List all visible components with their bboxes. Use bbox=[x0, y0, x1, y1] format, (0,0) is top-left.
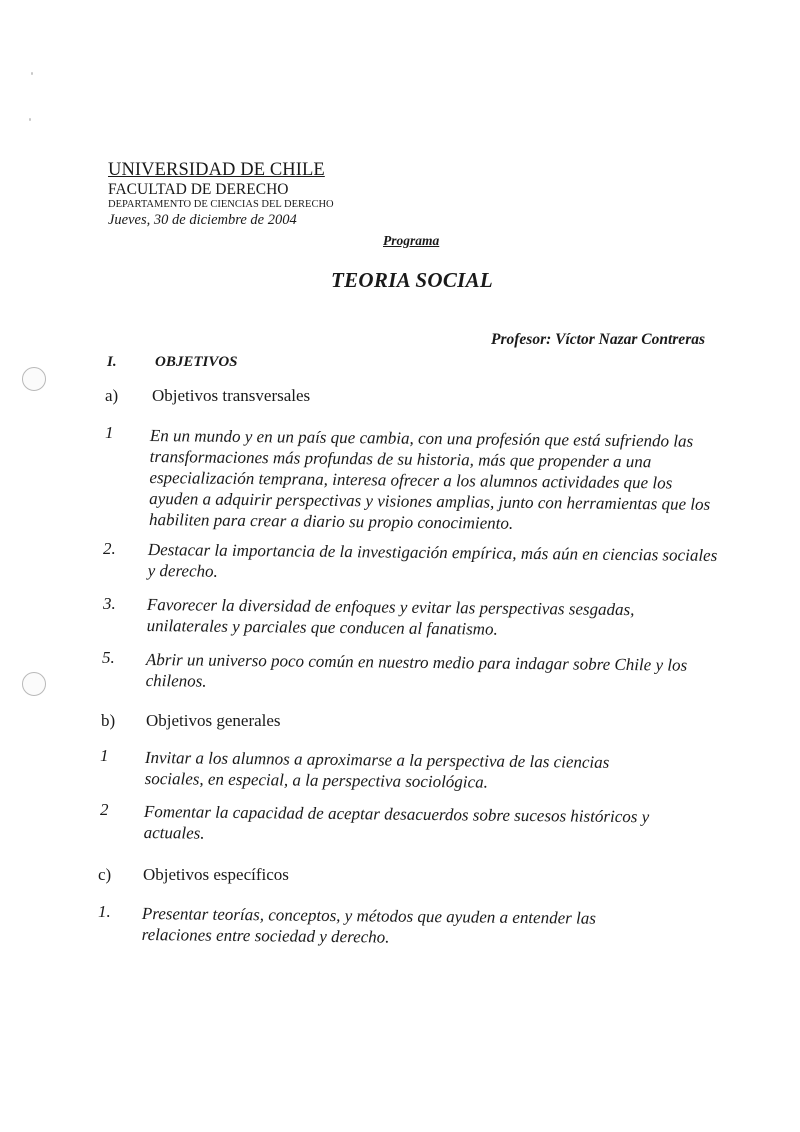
section-number: I. bbox=[107, 354, 117, 370]
subsection-title: Objetivos transversales bbox=[152, 386, 311, 405]
list-item: Presentar teorías, conceptos, y métodos que ayuden a entender las relaciones entre sociedad y derecho. bbox=[141, 903, 596, 947]
item-number: 2. bbox=[103, 539, 116, 558]
list-item: En un mundo y en un país que cambia, con una profesión que está sufriendo las transformaciones más profundas de su historia, más que propender a una especialización temprana, interesa ofrecer a los alumnos actividades que los ayuden a adquirir perspectivas y visiones amplias, junto con herramientas que los habiliten para crear a diario su propio conocimiento. bbox=[148, 425, 711, 533]
subsection-title: Objetivos generales bbox=[146, 711, 281, 730]
item-number: 1 bbox=[105, 423, 114, 442]
item-number: 3. bbox=[103, 594, 116, 613]
list-item: Fomentar la capacidad de aceptar desacuerdos sobre sucesos históricos y actuales. bbox=[143, 801, 650, 843]
list-item: Invitar a los alumnos a aproximarse a la perspectiva de las ciencias sociales, en especial, a la perspectiva sociológica. bbox=[144, 747, 610, 792]
list-item: Destacar la importancia de la investigación empírica, más aún en ciencias sociales y derecho. bbox=[147, 539, 718, 581]
subsection-letter: b) bbox=[101, 711, 116, 730]
subsection-title: Objetivos específicos bbox=[143, 865, 289, 884]
program-label: Programa bbox=[383, 233, 440, 248]
professor-name: Profesor: Víctor Nazar Contreras bbox=[491, 331, 706, 348]
item-number: 1. bbox=[98, 902, 111, 921]
item-number: 5. bbox=[102, 648, 115, 667]
item-number: 2 bbox=[100, 800, 109, 819]
scan-speck bbox=[31, 72, 33, 75]
punch-hole bbox=[22, 367, 46, 391]
document-date: Jueves, 30 de diciembre de 2004 bbox=[108, 212, 297, 228]
course-title: TEORIA SOCIAL bbox=[331, 268, 494, 292]
faculty-name: FACULTAD DE DERECHO bbox=[108, 181, 289, 198]
department-name: DEPARTAMENTO DE CIENCIAS DEL DERECHO bbox=[108, 199, 334, 210]
scan-speck bbox=[29, 118, 31, 121]
section-title: OBJETIVOS bbox=[155, 354, 238, 370]
punch-hole bbox=[22, 672, 46, 696]
subsection-letter: c) bbox=[98, 865, 112, 884]
university-name: UNIVERSIDAD DE CHILE bbox=[108, 160, 325, 180]
list-item: Abrir un universo poco común en nuestro medio para indagar sobre Chile y los chilenos. bbox=[145, 649, 688, 691]
list-item: Favorecer la diversidad de enfoques y evitar las perspectivas sesgadas, unilaterales y parciales que conducen al fanatismo. bbox=[146, 594, 635, 639]
item-number: 1 bbox=[100, 746, 109, 765]
subsection-letter: a) bbox=[105, 386, 119, 405]
